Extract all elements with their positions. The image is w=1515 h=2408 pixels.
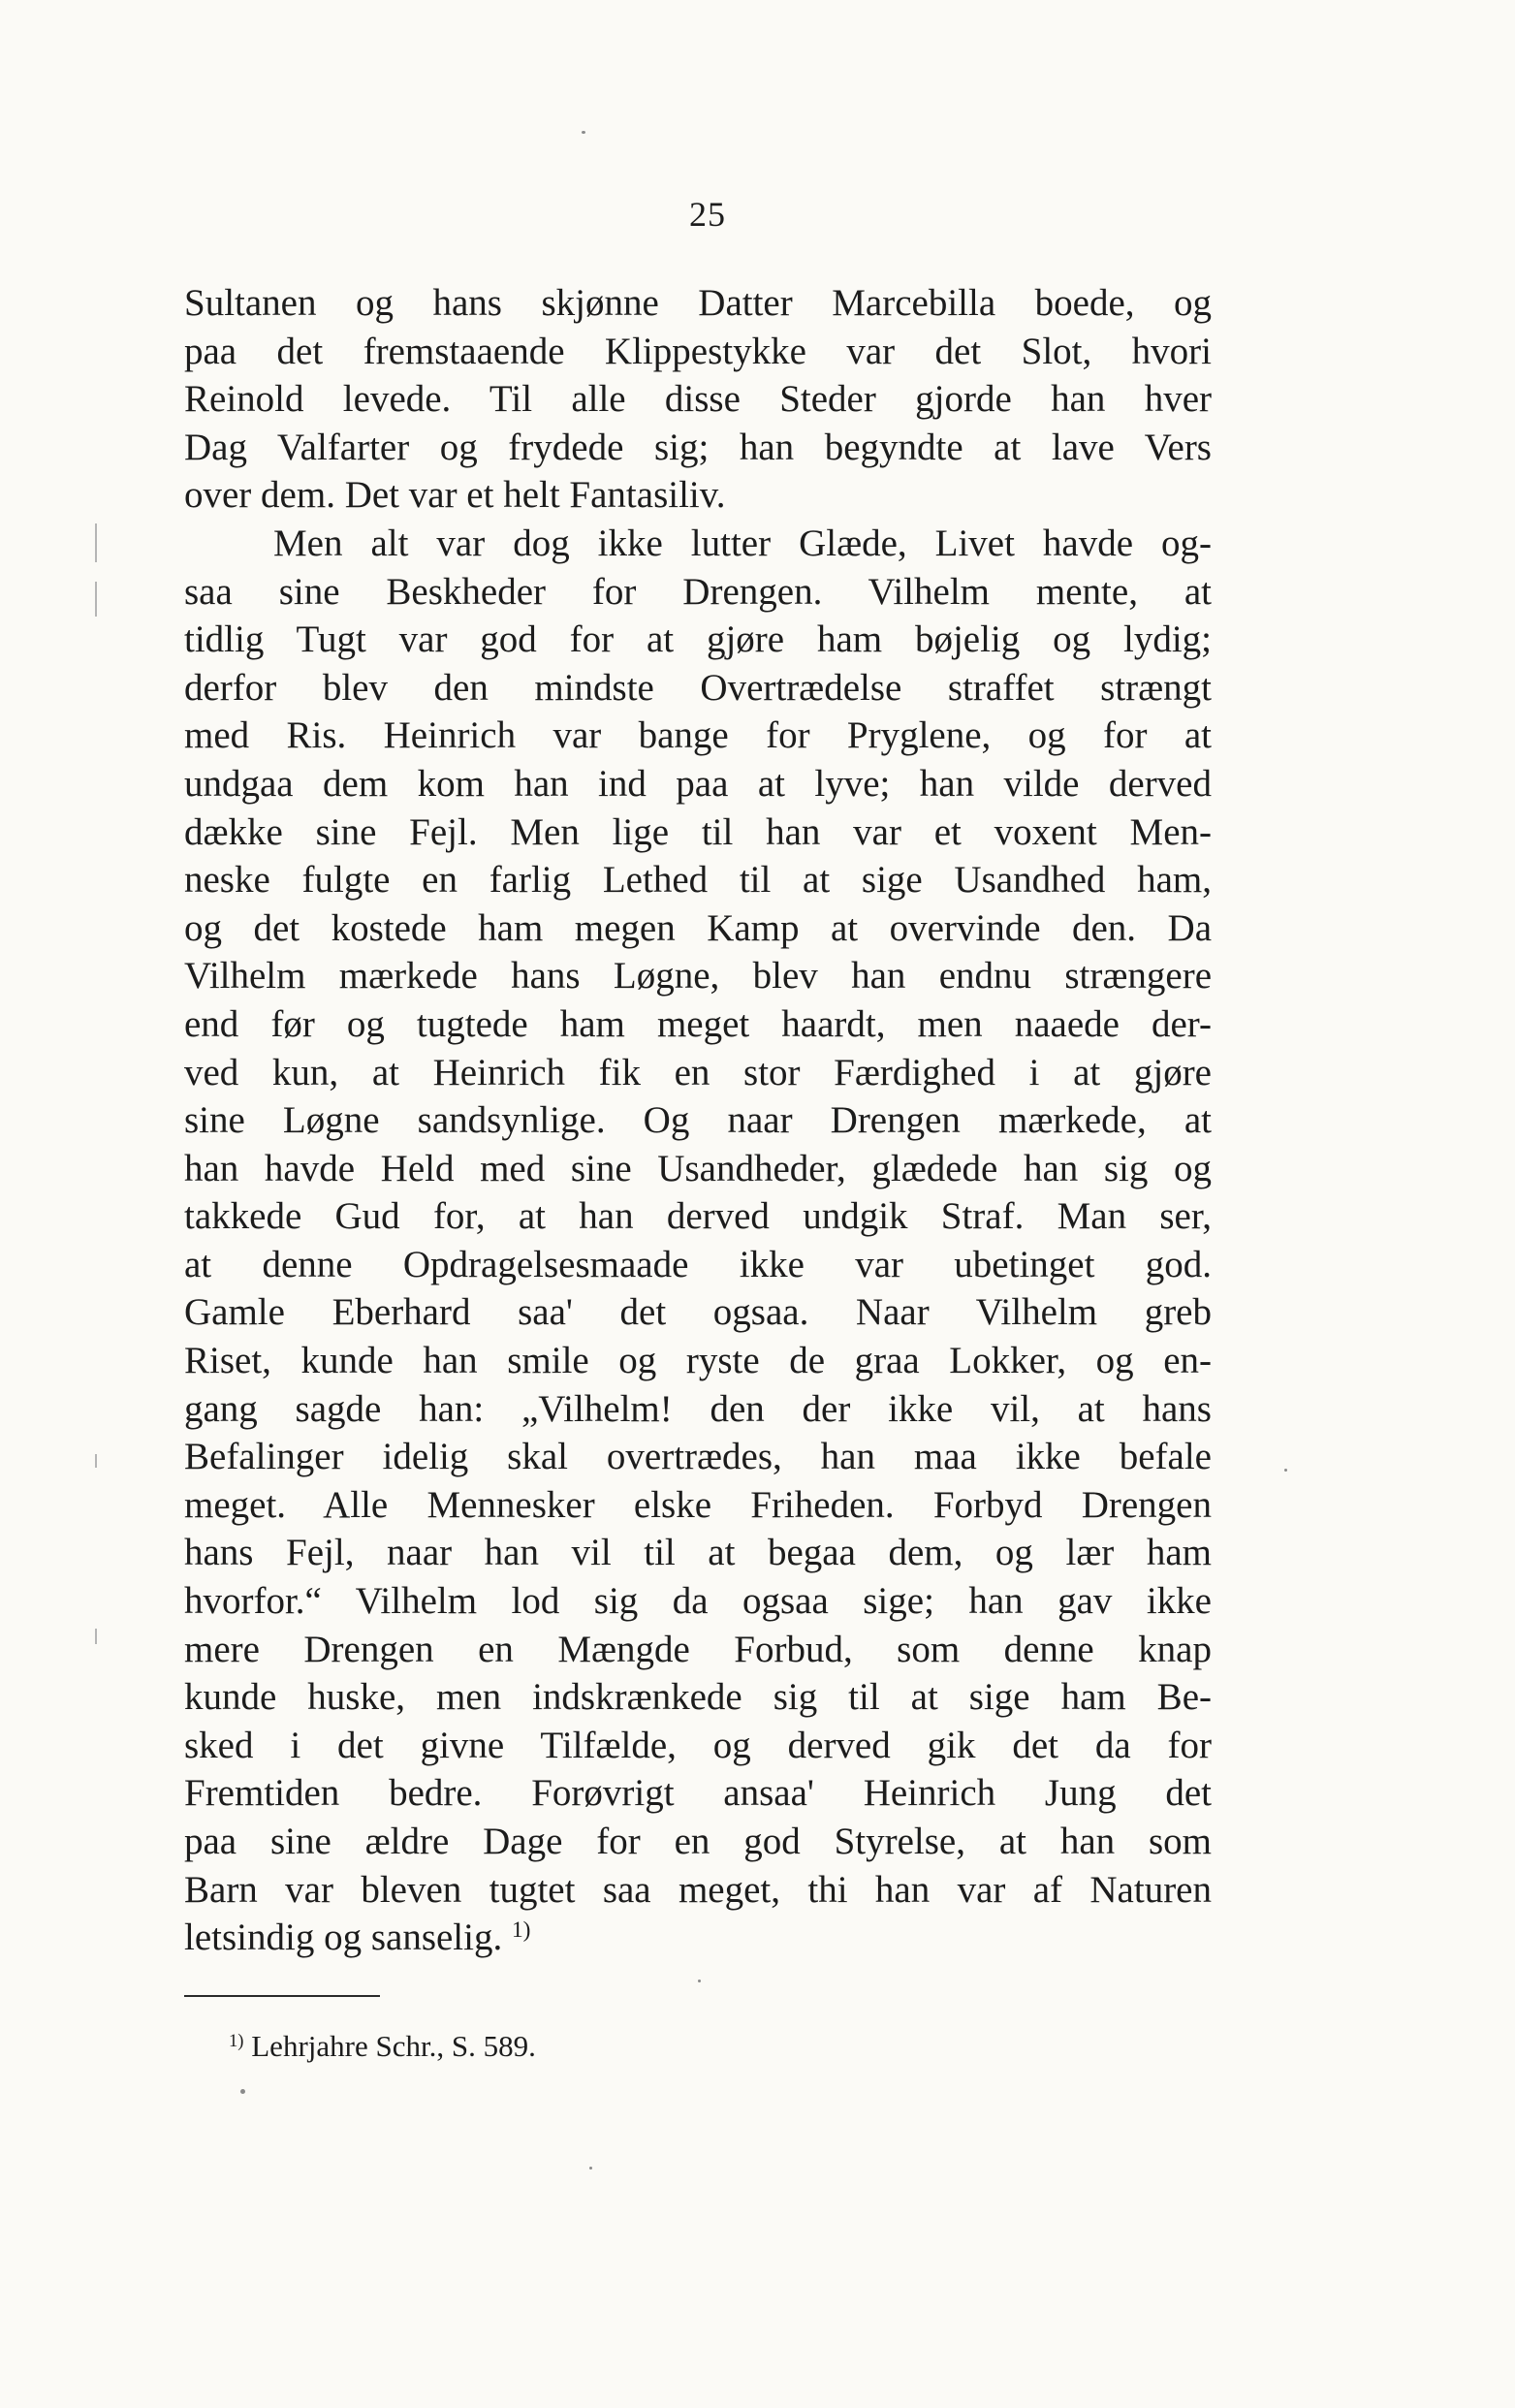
scan-speck xyxy=(582,131,585,134)
scan-edge-mark xyxy=(95,523,97,562)
text-line: Fremtiden bedre. Forøvrigt ansaa' Heinrich Jung det xyxy=(184,1772,1212,1815)
text-line: end før og tugtede ham meget haardt, men naaede der- xyxy=(184,1002,1212,1045)
text-line: neske fulgte en farlig Lethed til at sige Usandhed ham, xyxy=(184,859,1212,902)
text-line: Gamle Eberhard saa' det ogsaa. Naar Vilhelm greb xyxy=(184,1291,1212,1334)
text-line-final-text: letsindig og sanselig. xyxy=(184,1917,503,1959)
text-line: han havde Held med sine Usandheder, glædede han sig og xyxy=(184,1147,1212,1189)
scan-edge-mark xyxy=(95,1454,97,1468)
text-line: hvorfor.“ Vilhelm lod sig da ogsaa sige; han gav ikke xyxy=(184,1580,1212,1623)
text-line: paa sine ældre Dage for en god Styrelse, at han som xyxy=(184,1821,1212,1862)
text-line: og det kostede ham megen Kamp at overvinde den. Da xyxy=(184,906,1212,949)
text-line: dække sine Fejl. Men lige til han var et voxent Men- xyxy=(184,810,1212,853)
text-line-final xyxy=(184,1914,1212,1962)
text-line: Befalinger idelig skal overtrædes, han maa ikke befale xyxy=(184,1436,1212,1478)
text-line: over dem. Det var et helt Fantasiliv. xyxy=(184,474,726,517)
text-line: kunde huske, men indskrænkede sig til at sige ham Be- xyxy=(184,1676,1212,1719)
text-line: Sultanen og hans skjønne Datter Marcebilla boede, og xyxy=(184,282,1212,324)
text-line: gang sagde han: „Vilhelm! den der ikke vil, at hans xyxy=(184,1387,1212,1430)
text-line: sked i det givne Tilfælde, og derved gik det da for xyxy=(184,1724,1212,1766)
text-line: mere Drengen en Mængde Forbud, som denne knap xyxy=(184,1628,1212,1670)
text-line: meget. Alle Mennesker elske Friheden. Forbyd Drengen xyxy=(184,1483,1212,1526)
text-line: Riset, kunde han smile og ryste de graa Lokker, og en- xyxy=(184,1340,1212,1382)
text-line: takkede Gud for, at han derved undgik Straf. Man ser, xyxy=(184,1195,1212,1238)
text-line: Barn var bleven tugtet saa meget, thi han var af Naturen xyxy=(184,1868,1212,1911)
scan-speck xyxy=(698,1980,701,1982)
scan-edge-mark xyxy=(95,582,97,617)
scan-edge-mark xyxy=(95,1629,97,1644)
text-line: derfor blev den mindste Overtrædelse straffet strængt xyxy=(184,666,1212,709)
text-line: paa det fremstaaende Klippestykke var det Slot, hvori xyxy=(184,330,1212,372)
page-number: 25 xyxy=(689,195,726,234)
text-line: tidlig Tugt var god for at gjøre ham bøjelig og lydig; xyxy=(184,618,1212,661)
text-line: Vilhelm mærkede hans Løgne, blev han endnu strængere xyxy=(184,955,1212,998)
scan-speck xyxy=(589,2167,592,2170)
text-line: sine Løgne sandsynlige. Og naar Drengen mærkede, at xyxy=(184,1099,1212,1142)
text-line: Dag Valfarter og frydede sig; han begyndte at lave Vers xyxy=(184,426,1212,468)
text-line: saa sine Beskheder for Drengen. Vilhelm mente, at xyxy=(184,570,1212,613)
text-line: hans Fejl, naar han vil til at begaa dem, og lær ham xyxy=(184,1532,1212,1574)
footnote-reference: 1) xyxy=(511,1917,531,1944)
footnote-text: Lehrjahre Schr., S. 589. xyxy=(251,2029,536,2063)
text-line: med Ris. Heinrich var bange for Pryglene, og for at xyxy=(184,714,1212,757)
text-line: undgaa dem kom han ind paa at lyve; han vilde derved xyxy=(184,762,1212,805)
scan-speck xyxy=(240,2089,245,2094)
text-line: Reinold levede. Til alle disse Steder gjorde han hver xyxy=(184,378,1212,421)
text-line: at denne Opdragelsesmaade ikke var ubetinget god. xyxy=(184,1243,1212,1285)
text-line: Men alt var dog ikke lutter Glæde, Livet havde og- xyxy=(273,522,1212,564)
body-text xyxy=(184,279,1212,1962)
footnote xyxy=(229,2029,536,2064)
scan-speck xyxy=(1284,1469,1287,1472)
text-line: ved kun, at Heinrich fik en stor Færdighed i at gjøre xyxy=(184,1051,1212,1093)
footnote-marker: 1) xyxy=(229,2030,244,2051)
footnote-divider xyxy=(184,1995,380,1997)
